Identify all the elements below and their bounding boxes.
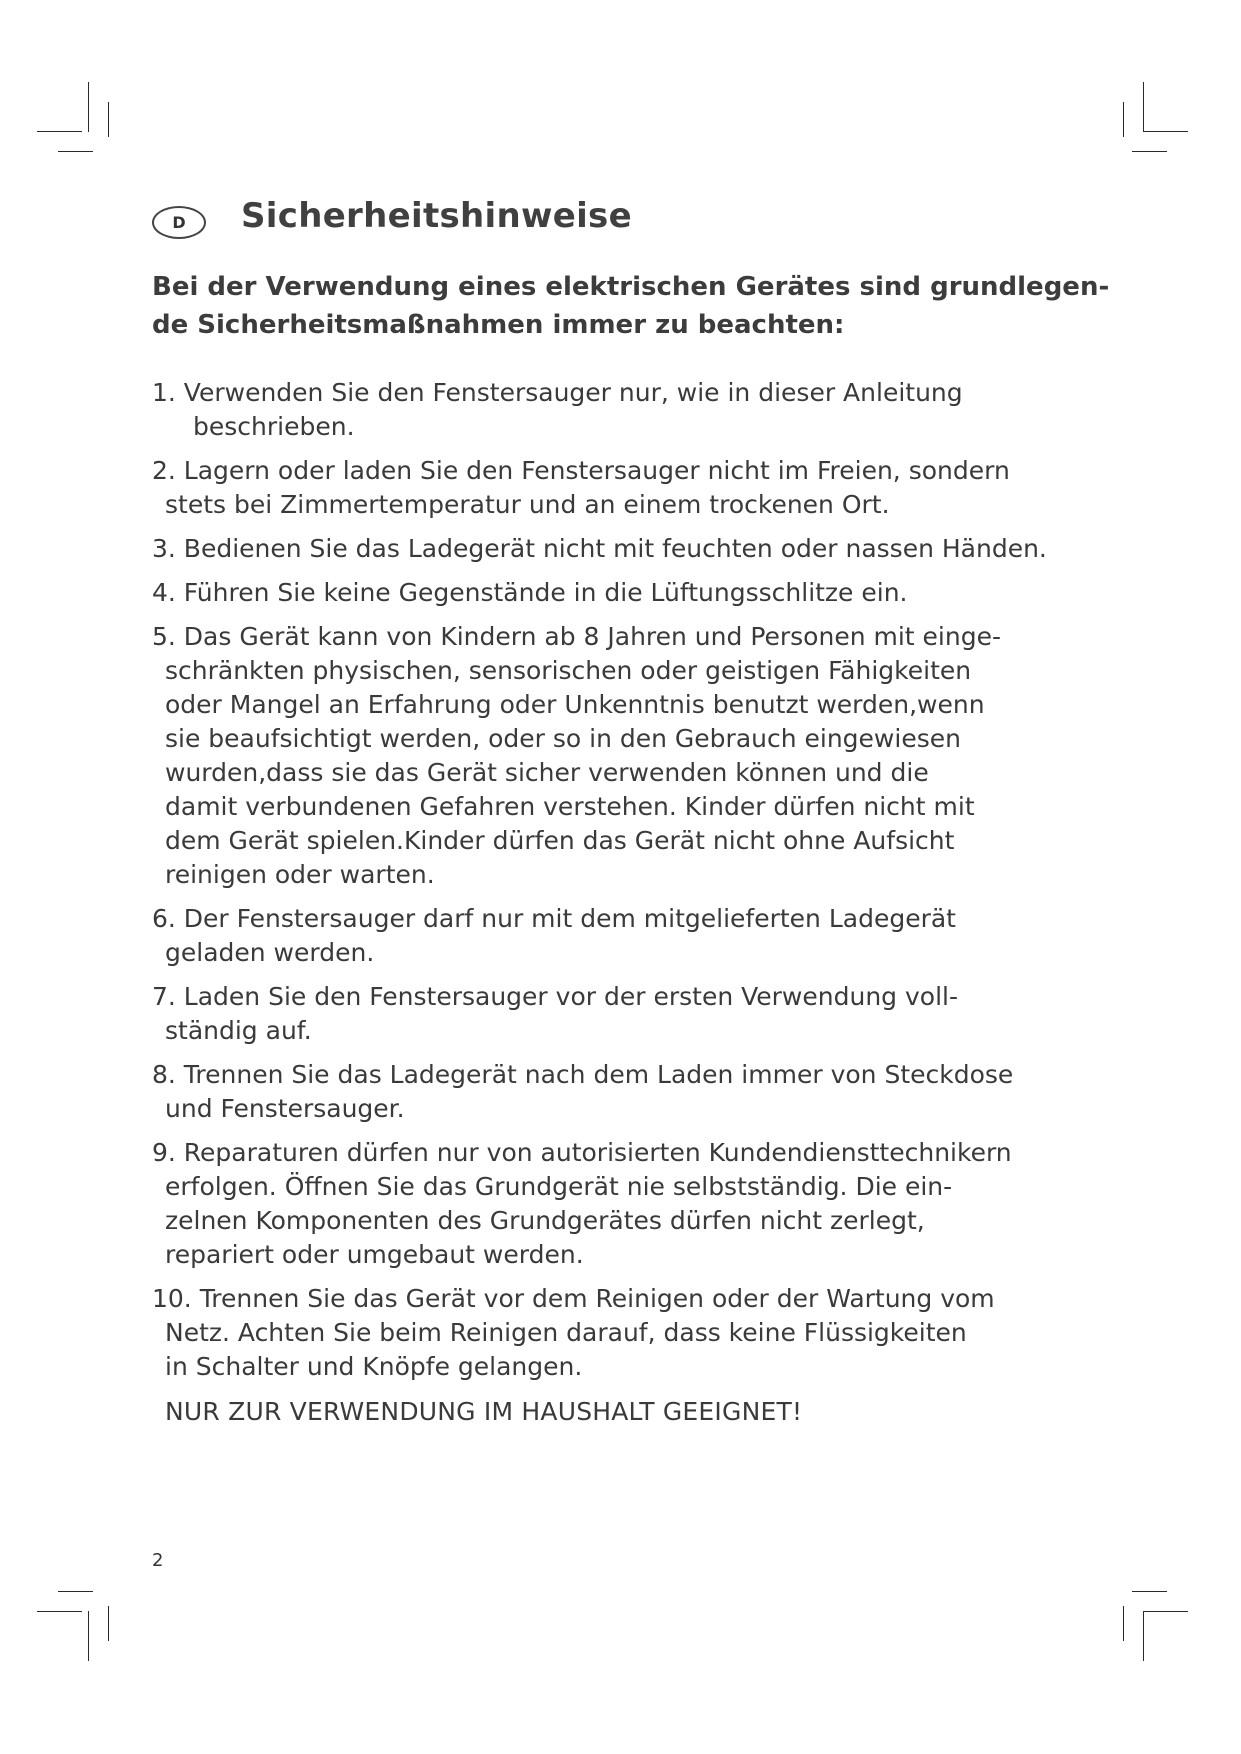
item-line: reinigen oder warten. [165,860,435,889]
safety-instructions-list [152,376,1092,1394]
list-item [152,1136,1092,1272]
crop-mark [1123,102,1124,137]
item-line: und Fenstersauger. [165,1094,405,1123]
crop-mark [108,102,109,137]
crop-mark [37,131,82,132]
intro-line: Bei der Verwendung eines elektrischen Gerätes sind grundlegen- [152,272,1110,302]
item-line: 1. Verwenden Sie den Fenstersauger nur, wie in dieser Anleitung [152,378,963,407]
list-item [152,620,1092,892]
item-line: 5. Das Gerät kann von Kindern ab 8 Jahren und Personen mit einge- [152,622,1001,651]
item-line: dem Gerät spielen.Kinder dürfen das Gerät nicht ohne Aufsicht [165,826,955,855]
item-line: stets bei Zimmertemperatur und an einem trockenen Ort. [165,490,890,519]
item-line: 6. Der Fenstersauger darf nur mit dem mitgelieferten Ladegerät [152,904,956,933]
item-line: Netz. Achten Sie beim Reinigen darauf, dass keine Flüssigkeiten [165,1318,967,1347]
crop-mark [58,1591,93,1592]
crop-mark [88,82,89,132]
list-item [152,576,1092,610]
item-line: sie beaufsichtigt werden, oder so in den Gebrauch eingewiesen [165,724,961,753]
list-item [152,1282,1092,1384]
page-title: Sicherheitshinweise [241,196,632,236]
item-line: 3. Bedienen Sie das Ladegerät nicht mit feuchten oder nassen Händen. [152,534,1047,563]
item-line: beschrieben. [193,412,355,441]
crop-mark [58,151,93,152]
item-line: 10. Trennen Sie das Gerät vor dem Reinigen oder der Wartung vom [152,1284,995,1313]
item-line: schränkten physischen, sensorischen oder geistigen Fähigkeiten [165,656,972,685]
crop-mark [1143,131,1188,132]
crop-mark [108,1606,109,1641]
item-line: repariert oder umgebaut werden. [165,1240,584,1269]
page-number: 2 [152,1550,164,1571]
item-line: 8. Trennen Sie das Ladegerät nach dem Laden immer von Steckdose [152,1060,1014,1089]
crop-mark [1143,1611,1144,1661]
crop-mark [1143,1611,1188,1612]
item-line: 7. Laden Sie den Fenstersauger vor der ersten Verwendung voll- [152,982,958,1011]
item-line: 4. Führen Sie keine Gegenstände in die Lüftungsschlitze ein. [152,578,908,607]
list-item [152,1058,1092,1126]
list-item [152,454,1092,522]
list-item [152,902,1092,970]
intro-paragraph [152,268,1110,344]
item-line: zelnen Komponenten des Grundgerätes dürfen nicht zerlegt, [165,1206,925,1235]
language-badge: D [152,206,206,239]
crop-mark [1132,1591,1167,1592]
item-line: damit verbundenen Gefahren verstehen. Kinder dürfen nicht mit [165,792,975,821]
crop-mark [1123,1606,1124,1641]
item-line: 9. Reparaturen dürfen nur von autorisierten Kundendiensttechnikern [152,1138,1012,1167]
list-item [152,980,1092,1048]
item-line: erfolgen. Öffnen Sie das Grundgerät nie selbstständig. Die ein- [165,1172,953,1201]
item-line: in Schalter und Knöpfe gelangen. [165,1352,583,1381]
item-line: geladen werden. [165,938,375,967]
item-line: oder Mangel an Erfahrung oder Unkenntnis benutzt werden,wenn [165,690,985,719]
household-use-notice: NUR ZUR VERWENDUNG IM HAUSHALT GEEIGNET! [165,1397,803,1426]
crop-mark [1132,151,1167,152]
crop-mark [88,1611,89,1661]
item-line: ständig auf. [165,1016,312,1045]
item-line: 2. Lagern oder laden Sie den Fenstersauger nicht im Freien, sondern [152,456,1010,485]
list-item [152,376,1092,444]
list-item [152,532,1092,566]
crop-mark [37,1611,82,1612]
crop-mark [1143,82,1144,132]
intro-line: de Sicherheitsmaßnahmen immer zu beachten: [152,310,845,340]
item-line: wurden,dass sie das Gerät sicher verwenden können und die [165,758,929,787]
